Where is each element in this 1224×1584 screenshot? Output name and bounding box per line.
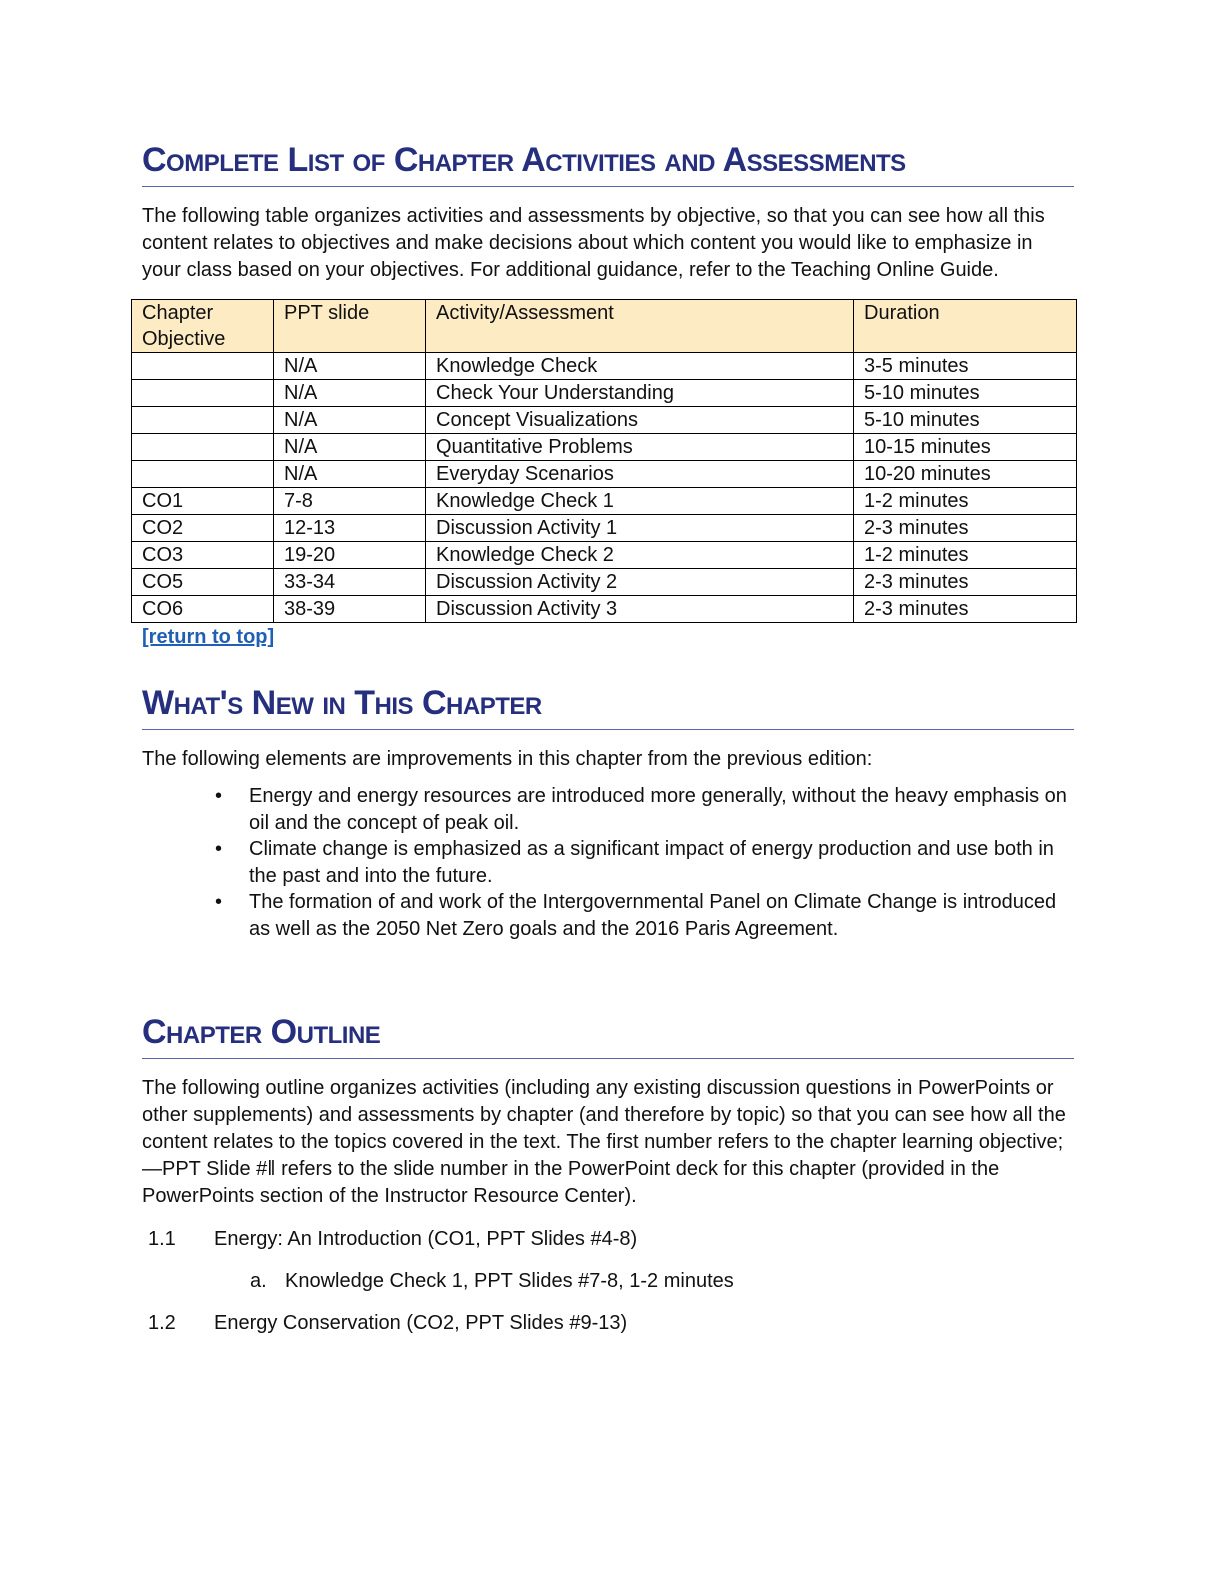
bullet-icon: • [215, 785, 223, 807]
activities-table [131, 299, 1077, 623]
table-row [132, 515, 1077, 542]
cell-objective: CO1 [132, 488, 274, 515]
list-item [215, 783, 1074, 836]
cell-duration: 1-2 minutes [854, 488, 1077, 515]
cell-objective [132, 407, 274, 434]
header-activity: Activity/Assessment [426, 300, 854, 353]
cell-objective [132, 380, 274, 407]
cell-objective: CO5 [132, 569, 274, 596]
outline-number: 1.2 [148, 1312, 176, 1334]
cell-duration: 10-20 minutes [854, 461, 1077, 488]
cell-ppt-slide: N/A [274, 434, 426, 461]
table-row [132, 434, 1077, 461]
subitem-letter: a. [250, 1270, 267, 1292]
cell-objective [132, 461, 274, 488]
outline-item [142, 1226, 1074, 1252]
table-row [132, 407, 1077, 434]
cell-activity: Discussion Activity 1 [426, 515, 854, 542]
cell-duration: 1-2 minutes [854, 542, 1077, 569]
cell-duration: 2-3 minutes [854, 569, 1077, 596]
cell-activity: Concept Visualizations [426, 407, 854, 434]
cell-activity: Knowledge Check 2 [426, 542, 854, 569]
cell-activity: Check Your Understanding [426, 380, 854, 407]
whats-new-intro: The following elements are improvements in this chapter from the previous edition: [142, 748, 873, 770]
cell-ppt-slide: 19-20 [274, 542, 426, 569]
outline-number: 1.1 [148, 1228, 176, 1250]
subitem-text: Knowledge Check 1, PPT Slides #7-8, 1-2 minutes [285, 1270, 734, 1292]
cell-duration: 3-5 minutes [854, 353, 1077, 380]
outline-intro: The following outline organizes activities (including any existing discussion questions in PowerPoints or other supplements) and assessments by chapter (and therefore by topic) so that you can see how all the content relates to the topics covered in the text. The first number refers to the chapter learning objective; ―PPT Slide #‖ refers to the slide number in the PowerPoint deck for this chapter (provided in the PowerPoints section of the Instructor Resource Center). [142, 1077, 1066, 1207]
section-title-activities: Complete List of Chapter Activities and Assessments [142, 140, 1074, 187]
cell-ppt-slide: N/A [274, 353, 426, 380]
cell-ppt-slide: 7-8 [274, 488, 426, 515]
cell-objective: CO6 [132, 596, 274, 623]
table-row [132, 569, 1077, 596]
table-header-row [132, 300, 1077, 353]
cell-objective: CO2 [132, 515, 274, 542]
outline-item [142, 1310, 1074, 1336]
cell-activity: Knowledge Check 1 [426, 488, 854, 515]
header-ppt-slide: PPT slide [274, 300, 426, 353]
table-row [132, 596, 1077, 623]
cell-objective: CO3 [132, 542, 274, 569]
list-item [215, 889, 1074, 942]
list-item-text: Climate change is emphasized as a significant impact of energy production and use both in the past and into the future. [249, 838, 1054, 887]
outline-subitem [142, 1268, 1074, 1294]
cell-duration: 2-3 minutes [854, 515, 1077, 542]
table-row [132, 380, 1077, 407]
outline-text: Energy: An Introduction (CO1, PPT Slides #4-8) [214, 1228, 638, 1250]
cell-ppt-slide: 12-13 [274, 515, 426, 542]
outline-text: Energy Conservation (CO2, PPT Slides #9-13) [214, 1312, 628, 1334]
whats-new-list [142, 783, 1074, 942]
return-to-top-link[interactable]: [return to top] [142, 626, 275, 648]
cell-ppt-slide: N/A [274, 461, 426, 488]
list-item [215, 836, 1074, 889]
bullet-icon: • [215, 891, 223, 913]
header-duration: Duration [854, 300, 1077, 353]
table-row [132, 488, 1077, 515]
activities-intro: The following table organizes activities and assessments by objective, so that you can see how all this content relates to objectives and make decisions about which content you would like to emphasize in your class based on your objectives. For additional guidance, refer to the Teaching Online Guide. [142, 205, 1045, 281]
list-item-text: The formation of and work of the Intergovernmental Panel on Climate Change is introduced as well as the 2050 Net Zero goals and the 2016 Paris Agreement. [249, 891, 1057, 940]
cell-activity: Discussion Activity 3 [426, 596, 854, 623]
section-title-outline: Chapter Outline [142, 1012, 1074, 1059]
cell-ppt-slide: 33-34 [274, 569, 426, 596]
cell-duration: 5-10 minutes [854, 380, 1077, 407]
cell-activity: Knowledge Check [426, 353, 854, 380]
cell-objective [132, 353, 274, 380]
cell-ppt-slide: 38-39 [274, 596, 426, 623]
cell-duration: 5-10 minutes [854, 407, 1077, 434]
table-row [132, 353, 1077, 380]
table-row [132, 461, 1077, 488]
bullet-icon: • [215, 838, 223, 860]
table-row [132, 542, 1077, 569]
list-item-text: Energy and energy resources are introduced more generally, without the heavy emphasis on oil and the concept of peak oil. [249, 785, 1067, 834]
page-content [142, 140, 1074, 1336]
header-chapter-objective: Chapter Objective [132, 300, 274, 353]
section-title-whats-new: What's New in This Chapter [142, 683, 1074, 730]
cell-ppt-slide: N/A [274, 380, 426, 407]
cell-objective [132, 434, 274, 461]
cell-activity: Quantitative Problems [426, 434, 854, 461]
cell-ppt-slide: N/A [274, 407, 426, 434]
cell-duration: 10-15 minutes [854, 434, 1077, 461]
cell-activity: Discussion Activity 2 [426, 569, 854, 596]
cell-activity: Everyday Scenarios [426, 461, 854, 488]
cell-duration: 2-3 minutes [854, 596, 1077, 623]
